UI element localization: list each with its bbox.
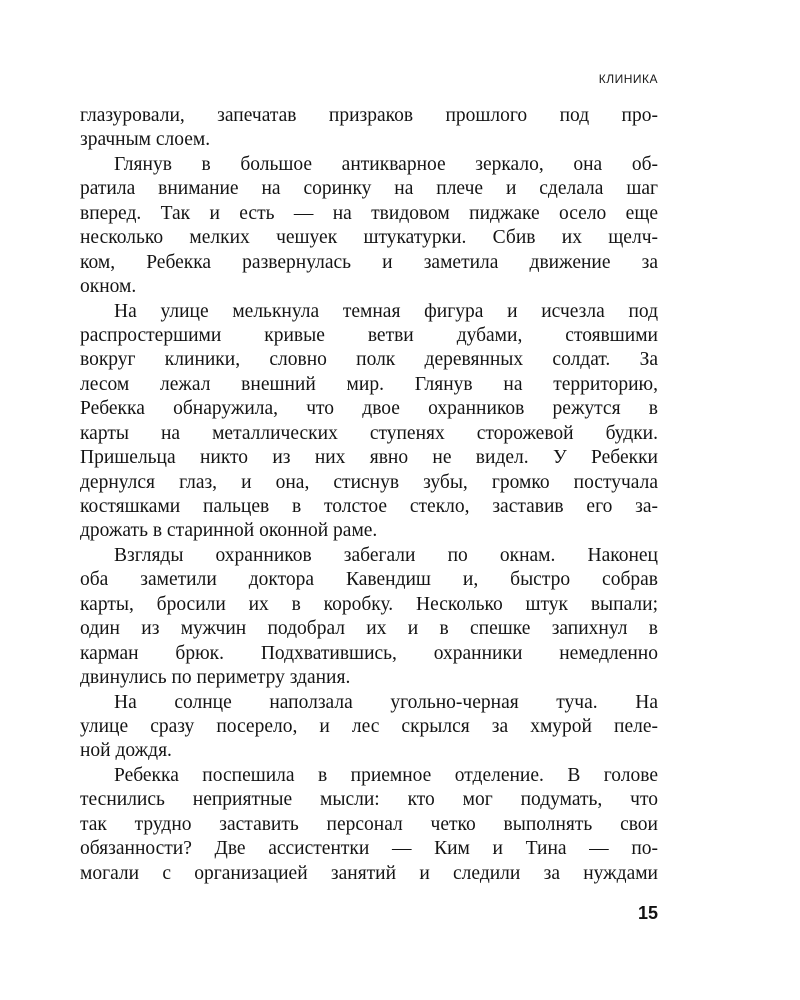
text-line: карты, бросили их в коробку. Несколько штук выпали;: [80, 593, 658, 615]
body-text: [80, 104, 658, 886]
text-line: Ребекка обнаружила, что двое охранников режутся в: [80, 398, 658, 420]
text-line: дернулся глаз, и она, стиснув зубы, громко постучала: [80, 471, 658, 493]
text-line: оба заметили доктора Кавендиш и, быстро собрав: [80, 569, 658, 591]
text-line: Пришельца никто из них явно не видел. У Ребекки: [80, 447, 658, 469]
text-line: окном.: [80, 276, 137, 298]
text-line: один из мужчин подобрал их и в спешке запихнул в: [80, 618, 658, 640]
text-line: На улице мелькнула темная фигура и исчезла под: [114, 300, 658, 322]
text-line: улице сразу посерело, и лес скрылся за хмурой пеле-: [80, 715, 658, 737]
text-line: ком, Ребекка развернулась и заметила движение за: [80, 251, 658, 273]
text-line: лесом лежал внешний мир. Глянув на территорию,: [80, 373, 658, 395]
text-line: дрожать в старинной оконной раме.: [80, 520, 378, 542]
text-line: обязанности? Две ассистентки — Ким и Тина — по-: [80, 838, 658, 860]
text-line: вперед. Так и есть — на твидовом пиджаке осело еще: [80, 202, 658, 224]
text-line: костяшками пальцев в толстое стекло, заставив его за-: [80, 496, 658, 517]
text-line: распростершими кривые ветви дубами, стоявшими: [80, 324, 658, 346]
text-line: карман брюк. Подхватившись, охранники немедленно: [80, 642, 658, 664]
text-line: теснились неприятные мысли: кто мог подумать, что: [80, 789, 658, 811]
text-line: На солнце наползала угольно-черная туча. На: [114, 691, 658, 713]
text-line: ратила внимание на соринку на плече и сделала шаг: [80, 178, 658, 200]
text-line: Взгляды охранников забегали по окнам. Наконец: [114, 544, 658, 566]
running-head: КЛИНИКА: [598, 72, 658, 86]
text-line: Глянув в большое антикварное зеркало, она об-: [114, 153, 658, 175]
text-line: глазуровали, запечатав призраков прошлого под про-: [80, 105, 658, 126]
text-line: вокруг клиники, словно полк деревянных солдат. За: [80, 349, 658, 371]
text-line: двинулись по периметру здания.: [80, 667, 351, 689]
text-line: ной дождя.: [80, 740, 172, 762]
page-number: 15: [637, 903, 658, 923]
text-line: Ребекка поспешила в приемное отделение. В голове: [114, 764, 658, 786]
text-line: несколько мелких чешуек штукатурки. Сбив их щелч-: [80, 227, 658, 249]
text-line: зрачным слоем.: [80, 129, 211, 151]
text-line: могали с организацией занятий и следили за нуждами: [80, 862, 658, 884]
text-line: так трудно заставить персонал четко выполнять свои: [80, 813, 658, 835]
text-line: карты на металлических ступенях сторожевой будки.: [80, 422, 658, 444]
